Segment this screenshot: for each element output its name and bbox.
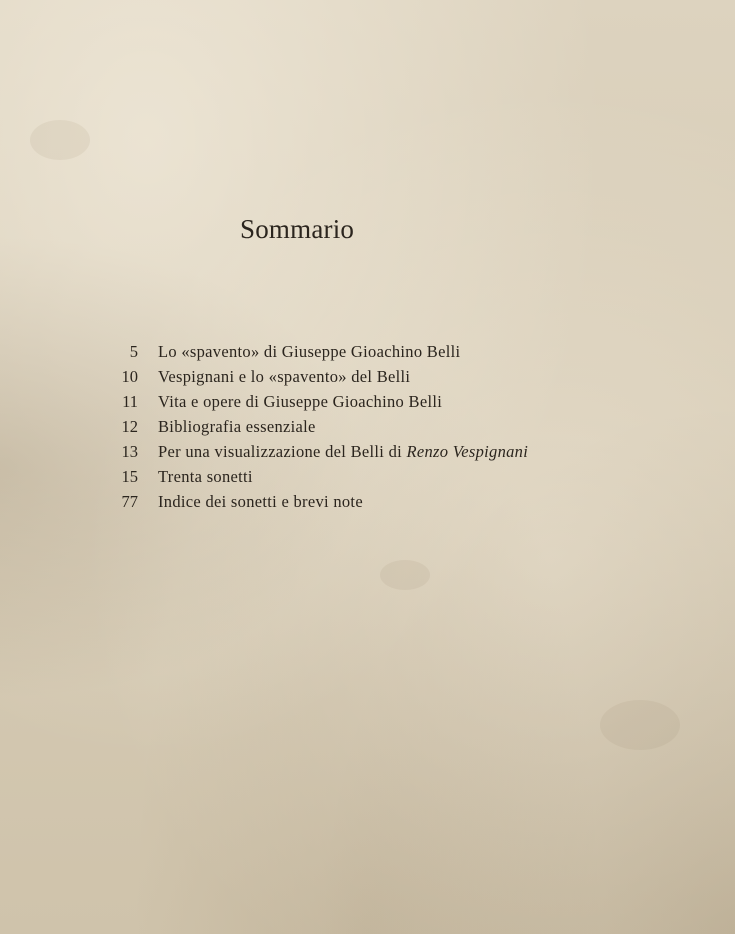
toc-page-number: 11 [122, 392, 138, 411]
toc-page-number: 13 [121, 442, 138, 461]
toc-entry [112, 342, 528, 367]
toc-entry-title-text: Per una visualizzazione del Belli di [158, 442, 407, 461]
toc-page-number: 15 [121, 467, 138, 486]
paper-stain [600, 700, 680, 750]
toc-page-number: 5 [129, 342, 138, 361]
toc-entry [112, 367, 528, 392]
toc-entry-title: Lo «spavento» di Giuseppe Gioachino Belli [158, 342, 461, 361]
paper-stain [30, 120, 90, 160]
toc-entry [112, 417, 528, 442]
toc-entry-author: Renzo Vespignani [406, 442, 529, 461]
toc-entry [112, 442, 528, 467]
toc-entry [112, 492, 528, 517]
paper-stain [380, 560, 430, 590]
table-of-contents [112, 342, 528, 517]
toc-entry [112, 467, 528, 492]
toc-entry-title: Vita e opere di Giuseppe Gioachino Belli [158, 392, 443, 411]
toc-entry-title: Bibliografia essenziale [158, 417, 316, 436]
toc-entry-title: Indice dei sonetti e brevi note [158, 492, 363, 511]
toc-entry-title: Vespignani e lo «spavento» del Belli [158, 367, 411, 386]
toc-entry-title: Trenta sonetti [158, 467, 253, 486]
toc-page-number: 10 [121, 367, 138, 386]
page-title: Sommario [240, 214, 355, 244]
toc-entry [112, 392, 528, 417]
toc-page-number: 12 [121, 417, 138, 436]
toc-page-number: 77 [121, 492, 138, 511]
toc-entry-title [158, 442, 528, 462]
